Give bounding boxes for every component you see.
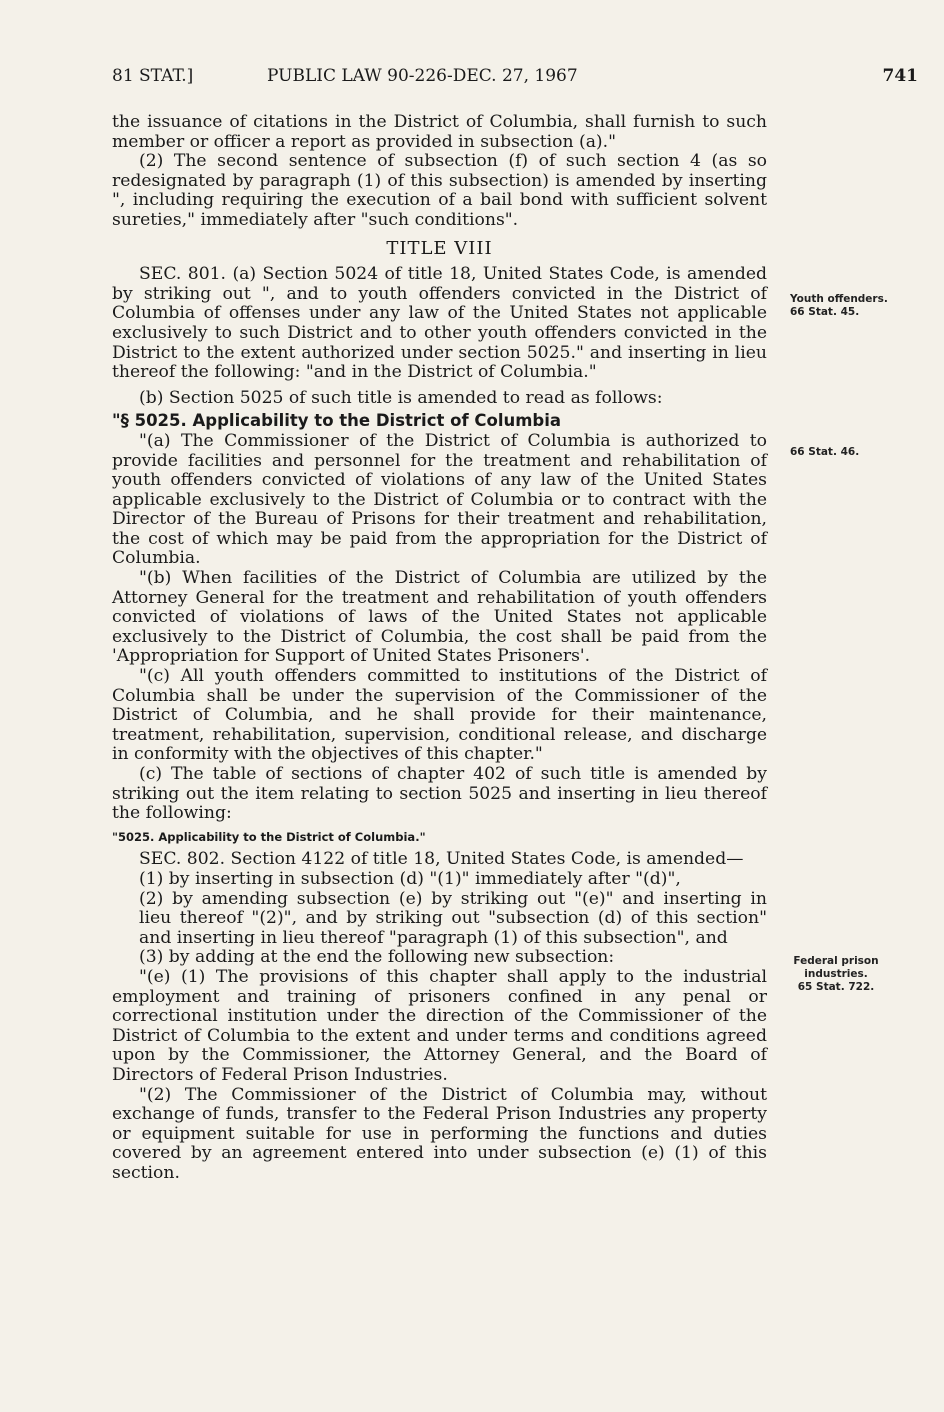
header-stat-volume: 81 STAT.] [112, 66, 194, 86]
paragraph-continuation: the issuance of citations in the District of Columbia, shall furnish to such member or officer a report as provided in subsection (a)." [112, 112, 767, 152]
header-law-title: PUBLIC LAW 90-226-DEC. 27, 1967 [267, 66, 578, 86]
section-801-b: (b) Section 5025 of such title is amended to read as follows: [139, 387, 663, 408]
subsection-e-1: "(e) (1) The provisions of this chapter shall apply to the industrial employment and training of prisoners confined in any penal or correctional institution under the direction of the Commissioner of the District of Columbia to the extent and under terms and conditions agreed upon by the Commissioner, the Attorney General, and the Board of Directors of Federal Prison Industries. [112, 966, 767, 1085]
section-801-c: (c) The table of sections of chapter 402 of such title is amended by striking out the item relating to section 5025 and inserting in lieu thereof the following: [112, 764, 767, 824]
section-5025-a: "(a) The Commissioner of the District of Columbia is authorized to provide facilities and personnel for the treatment and rehabilitation of youth offenders convicted of violations of any law of the United States applicable exclusively to the District of Columbia or to contract with the Director of the Bureau of Prisons for their treatment and rehabilitation, the cost of which may be paid from the appropriation for the District of Columbia. [112, 430, 767, 569]
margin-note-youth-offenders [790, 293, 888, 319]
subsection-e-2: "(2) The Commissioner of the District of Columbia may, without exchange of funds, transfer to the Federal Prison Industries any property or equipment suitable for use in performing the functions and duties covered by an agreement entered into under subsection (e) (1) of this section. [112, 1084, 767, 1183]
section-801-a-text: (a) Section 5024 of title 18, United States Code, is amended by striking out ", and to youth offenders convicted in the District of Columbia of offenses under any law of the United States not applicable exclusively to such District and to other youth offenders convicted in the District to the extent authorized under section 5025." and inserting in lieu thereof the following: "and in the District of Columbia." [112, 264, 767, 383]
margin-note-66-stat-46 [790, 446, 859, 459]
section-801-a [112, 265, 767, 383]
margin-note-federal-prison-industries [777, 955, 895, 994]
section-802-intro [112, 850, 767, 870]
margin-note-stat-46-text: 66 Stat. 46. [790, 446, 860, 458]
section-5025-b: "(b) When facilities of the District of Columbia are utilized by the Attorney General for the treatment and rehabilitation of youth offenders convicted of violations of laws of the United States not applicable exclusively to the District of Columbia, the cost shall be paid from the 'Appropriation for Support of United States Prisoners'. [112, 568, 767, 667]
paragraph-subsection-2: (2) The second sentence of subsection (f) of such section 4 (as so redesignated by paragraph (1) of this subsection) is amended by inserting ", including requiring the execution of a bail bond with sufficient solvent sureties," immediately after "such conditions". [112, 151, 767, 230]
document-body [112, 113, 767, 1183]
section-802-item-3: (3) by adding at the end the following new subsection: [139, 947, 615, 968]
section-802-intro-text: Section 4122 of title 18, United States Code, is amended— [230, 849, 744, 870]
margin-note-fpi-line1: Federal prison [793, 955, 879, 967]
margin-note-fpi-line2: industries. [804, 968, 868, 980]
margin-note-youth-label: Youth offenders. [790, 293, 888, 305]
section-5025-c: "(c) All youth offenders committed to institutions of the District of Columbia shall be under the supervision of the Commissioner of the District of Columbia, and he shall provide for their maintenance, treatment, rehabilitation, supervision, conditional release, and discharge in conformity with the objectives of this chapter." [112, 666, 767, 765]
section-802-label: SEC. 802. [139, 849, 226, 870]
page-number: 741 [882, 66, 918, 86]
title-heading: TITLE VIII [386, 237, 493, 259]
section-802-item-1: (1) by inserting in subsection (d) "(1)" immediately after "(d)", [139, 868, 681, 889]
margin-note-fpi-stat: 65 Stat. 722. [797, 981, 875, 993]
page-header [112, 66, 918, 96]
section-5025-heading: "§ 5025. Applicability to the District of Columbia [112, 411, 562, 431]
section-801-label: SEC. 801. [139, 264, 227, 285]
section-802-item-2: (2) by amending subsection (e) by striking out "(e)" and inserting in lieu thereof "(2)", and by striking out "subsection (d) of this section" and inserting in lieu thereof "paragraph (1) of this subsection", and [139, 888, 767, 948]
margin-note-youth-stat: 66 Stat. 45. [790, 306, 860, 318]
table-of-sections-item: "5025. Applicability to the District of Columbia." [112, 829, 426, 844]
